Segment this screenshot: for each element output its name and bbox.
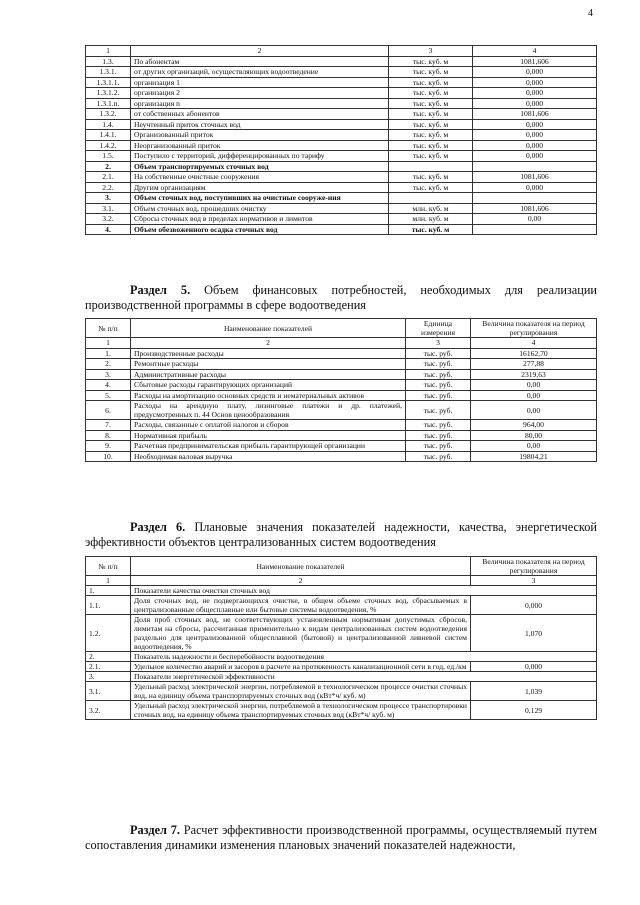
row-value: 0,000 xyxy=(473,130,597,141)
row-value: 0,000 xyxy=(471,662,597,672)
row-value: 1,070 xyxy=(471,615,597,652)
row-number: 1.1. xyxy=(86,596,131,615)
header-row xyxy=(86,557,597,576)
row-number: 1.2. xyxy=(86,615,131,652)
row-number: 3.2. xyxy=(86,214,131,225)
row-unit: тыс. куб. м xyxy=(389,88,473,99)
row-value: 0,00 xyxy=(473,214,597,225)
row-unit: тыс. руб. xyxy=(406,420,471,431)
table-row xyxy=(86,161,597,172)
table-row xyxy=(86,224,597,235)
row-number: 1.3.1.1. xyxy=(86,77,131,88)
table-row xyxy=(86,451,597,462)
row-number: 1.4.2. xyxy=(86,140,131,151)
table-row xyxy=(86,662,597,672)
row-value: 0,000 xyxy=(473,67,597,78)
row-value: 1081,606 xyxy=(473,56,597,67)
row-unit: тыс. куб. м xyxy=(389,98,473,109)
row-value: 1,039 xyxy=(471,682,597,701)
column-number: 3 xyxy=(389,46,473,57)
row-value: 0,00 xyxy=(471,441,597,452)
row-number: 1.3. xyxy=(86,56,131,67)
row-value xyxy=(473,193,597,204)
row-number: 1.4.1. xyxy=(86,130,131,141)
column-number: 3 xyxy=(406,338,471,349)
row-number: 1. xyxy=(86,586,131,596)
row-name: Расчетная предпринимательская прибыль гарантирующей организации xyxy=(131,441,406,452)
table-row xyxy=(86,380,597,391)
row-value: 0,000 xyxy=(473,151,597,162)
column-number-row xyxy=(86,576,597,586)
column-number-row xyxy=(86,46,597,57)
row-unit: тыс. руб. xyxy=(406,348,471,359)
row-number: 1. xyxy=(86,348,131,359)
group-name: Показатель надежности и бесперебойности водоотведения xyxy=(131,652,597,662)
row-name: Неорганизованный приток xyxy=(131,140,389,151)
row-number: 2.1. xyxy=(86,662,131,672)
page-number: 4 xyxy=(588,8,593,19)
row-name: Нормативная прибыль xyxy=(131,430,406,441)
row-value: 0,00 xyxy=(471,390,597,401)
row-name: Другим организациям xyxy=(131,182,389,193)
row-value: 277,88 xyxy=(471,359,597,370)
row-number: 1.3.2. xyxy=(86,109,131,120)
section-5-label: Раздел 5. xyxy=(130,283,191,297)
row-name: Организованный приток xyxy=(131,130,389,141)
row-value: 0,129 xyxy=(471,701,597,720)
table-row xyxy=(86,348,597,359)
row-number: 7. xyxy=(86,420,131,431)
table-row xyxy=(86,420,597,431)
row-unit: тыс. руб. xyxy=(406,430,471,441)
row-name: Объем обезвоженного осадка сточных вод xyxy=(131,224,389,235)
row-name: Поступило с территорий, дифференцированных по тарифу xyxy=(131,151,389,162)
row-number: 1.3.1.n. xyxy=(86,98,131,109)
table-row xyxy=(86,596,597,615)
section-7-heading xyxy=(85,823,597,853)
row-number: 1.3.1.2. xyxy=(86,88,131,99)
row-name: Удельное количество аварий и засоров в расчете на протяженность канализационной сети в год, ед./км xyxy=(131,662,471,672)
row-name: Объем транспортируемых сточных вод xyxy=(131,161,389,172)
table-row xyxy=(86,359,597,370)
row-unit: тыс. куб. м xyxy=(389,140,473,151)
row-value: 1081,606 xyxy=(473,172,597,183)
row-number: 1.4. xyxy=(86,119,131,130)
row-number: 2.2. xyxy=(86,182,131,193)
table-row xyxy=(86,140,597,151)
column-header: Наименование показателей xyxy=(131,319,406,338)
row-number: 6. xyxy=(86,401,131,420)
row-name: Расходы на арендную плату, лизинговые платежи и др. платежей, предусмотренных п. 44 Основ ценообразования xyxy=(131,401,406,420)
table-row xyxy=(86,151,597,162)
row-unit: тыс. куб. м xyxy=(389,109,473,120)
table-row xyxy=(86,130,597,141)
row-unit: тыс. куб. м xyxy=(389,130,473,141)
section-5-heading xyxy=(85,283,597,313)
row-unit: млн. куб. м xyxy=(389,203,473,214)
header-row xyxy=(86,319,597,338)
row-name: По абонентам xyxy=(131,56,389,67)
table-row xyxy=(86,119,597,130)
row-number: 4. xyxy=(86,380,131,391)
row-number: 3. xyxy=(86,193,131,204)
row-name: Производственные расходы xyxy=(131,348,406,359)
indicators-table xyxy=(85,556,597,720)
row-unit: тыс. руб. xyxy=(406,380,471,391)
row-unit xyxy=(389,161,473,172)
column-number: 4 xyxy=(471,338,597,349)
row-number: 2.1. xyxy=(86,172,131,183)
row-name: Неучтенный приток сточных вод xyxy=(131,119,389,130)
column-number: 1 xyxy=(86,46,131,57)
row-name: Удельный расход электрической энергии, потребляемой в технологическом процессе транспортировки сточных вод, на единицу объема транспортируемых сточных вод (кВт*ч/ куб. м) xyxy=(131,701,471,720)
table-row xyxy=(86,193,597,204)
group-row xyxy=(86,652,597,662)
row-name: Расходы на амортизацию основных средств и нематериальных активов xyxy=(131,390,406,401)
row-unit: тыс. куб. м xyxy=(389,77,473,88)
table-row xyxy=(86,109,597,120)
row-value: 0,000 xyxy=(473,77,597,88)
column-number: 2 xyxy=(131,46,389,57)
column-number: 1 xyxy=(86,338,131,349)
row-number: 3. xyxy=(86,672,131,682)
row-number: 1.5. xyxy=(86,151,131,162)
row-name: организация 2 xyxy=(131,88,389,99)
table-row xyxy=(86,77,597,88)
row-unit: тыс. куб. м xyxy=(389,119,473,130)
column-number: 3 xyxy=(471,576,597,586)
table-row xyxy=(86,88,597,99)
row-number: 3.2. xyxy=(86,701,131,720)
column-number-row xyxy=(86,338,597,349)
row-name: Объем сточных вод, прошедших очистку xyxy=(131,203,389,214)
row-name: Ремонтные расходы xyxy=(131,359,406,370)
row-value: 0,000 xyxy=(473,182,597,193)
row-unit: тыс. руб. xyxy=(406,401,471,420)
row-value: 2319,63 xyxy=(471,369,597,380)
row-number: 10. xyxy=(86,451,131,462)
section-6-heading xyxy=(85,520,597,550)
row-unit: млн. куб. м xyxy=(389,214,473,225)
table-row xyxy=(86,390,597,401)
row-unit: тыс. руб. xyxy=(406,390,471,401)
table-row xyxy=(86,701,597,720)
row-number: 8. xyxy=(86,430,131,441)
row-unit: тыс. руб. xyxy=(406,441,471,452)
row-number: 2. xyxy=(86,359,131,370)
table-row xyxy=(86,98,597,109)
table-row xyxy=(86,172,597,183)
row-value: 0,000 xyxy=(471,596,597,615)
group-name: Показатели энергетической эффективности xyxy=(131,672,597,682)
column-number: 2 xyxy=(131,576,471,586)
column-header: Величина показателя на период регулирования xyxy=(471,557,597,576)
section-7-label: Раздел 7. xyxy=(130,823,180,837)
row-name: от других организаций, осуществляющих водоотведение xyxy=(131,67,389,78)
row-value: 0,000 xyxy=(473,88,597,99)
row-value: 964,00 xyxy=(471,420,597,431)
section-7-text: Расчет эффективности производственной программы, осуществляемый путем сопоставления динамики изменения плановых значений показателей надежности, xyxy=(85,823,598,852)
row-name: Сбросы сточных вод в пределах нормативов и лимитов xyxy=(131,214,389,225)
section-5-text: Объем финансовых потребностей, необходимых для реализации производственной программы в сфере водоотведения xyxy=(85,283,597,312)
row-number: 9. xyxy=(86,441,131,452)
row-name: Необходимая валовая выручка xyxy=(131,451,406,462)
row-unit: тыс. куб. м xyxy=(389,56,473,67)
column-header: № п/п xyxy=(86,319,131,338)
table-row xyxy=(86,203,597,214)
row-value: 0,00 xyxy=(471,380,597,391)
column-header: Единица измерения xyxy=(406,319,471,338)
row-number: 2. xyxy=(86,161,131,172)
row-unit: тыс. куб. м xyxy=(389,151,473,162)
row-number: 3. xyxy=(86,369,131,380)
table-row xyxy=(86,369,597,380)
section-6-label: Раздел 6. xyxy=(130,520,186,534)
group-name: Показатели качества очистки сточных вод xyxy=(131,586,597,596)
row-name: Административные расходы xyxy=(131,369,406,380)
row-name: Сбытовые расходы гарантирующих организаций xyxy=(131,380,406,391)
row-name: организация 1 xyxy=(131,77,389,88)
table-row xyxy=(86,56,597,67)
row-name: Доля сточных вод, не подвергающихся очистке, в общем объеме сточных вод, сбрасываемых в централизованные общесплавные или бытовые системы водоотведения, % xyxy=(131,596,471,615)
row-unit: тыс. куб. м xyxy=(389,224,473,235)
row-name: На собственные очистные сооружения xyxy=(131,172,389,183)
group-row xyxy=(86,672,597,682)
row-unit: тыс. руб. xyxy=(406,359,471,370)
row-unit: тыс. руб. xyxy=(406,369,471,380)
row-number: 2. xyxy=(86,652,131,662)
row-value: 0,00 xyxy=(471,401,597,420)
row-unit: тыс. руб. xyxy=(406,451,471,462)
table-row xyxy=(86,441,597,452)
column-header: № п/п xyxy=(86,557,131,576)
row-name: организация n xyxy=(131,98,389,109)
row-unit: тыс. куб. м xyxy=(389,182,473,193)
financial-needs-table xyxy=(85,318,597,462)
table-row xyxy=(86,67,597,78)
row-name: Объем сточных вод, поступивших на очистные сооруже-ния xyxy=(131,193,389,204)
row-value: 19804,21 xyxy=(471,451,597,462)
row-value: 0,000 xyxy=(473,119,597,130)
table-row xyxy=(86,401,597,420)
column-header: Величина показателя на период регулирования xyxy=(471,319,597,338)
column-number: 4 xyxy=(473,46,597,57)
row-number: 1.3.1. xyxy=(86,67,131,78)
row-name: Расходы, связанные с оплатой налогов и сборов xyxy=(131,420,406,431)
table-row xyxy=(86,182,597,193)
column-header: Наименование показателей xyxy=(131,557,471,576)
row-value: 80,00 xyxy=(471,430,597,441)
group-row xyxy=(86,586,597,596)
row-name: от собственных абонентов xyxy=(131,109,389,120)
row-value xyxy=(473,161,597,172)
table-row xyxy=(86,214,597,225)
row-value: 0,000 xyxy=(473,140,597,151)
column-number: 1 xyxy=(86,576,131,586)
row-value: 1081,606 xyxy=(473,203,597,214)
row-number: 5. xyxy=(86,390,131,401)
row-unit: тыс. куб. м xyxy=(389,172,473,183)
row-value: 1081,606 xyxy=(473,109,597,120)
table-row xyxy=(86,615,597,652)
table-row xyxy=(86,682,597,701)
row-number: 4. xyxy=(86,224,131,235)
row-number: 3.1. xyxy=(86,682,131,701)
water-volume-table xyxy=(85,45,597,235)
row-unit xyxy=(389,193,473,204)
row-name: Удельный расход электрической энергии, потребляемой в технологическом процессе очистки сточных вод, на единицу объема транспортируемых сточных вод (кВт*ч/ куб. м) xyxy=(131,682,471,701)
row-name: Доля проб сточных вод, не соответствующих установленным нормативам допустимых сбросов, лимитам на сбросы, рассчитанная применительно к видам централизованных систем водоотведения раздельно для централизованной общесплавной (бытовой) и централизованной ливневой систем водоотведения, % xyxy=(131,615,471,652)
row-value: 16162,70 xyxy=(471,348,597,359)
table-row xyxy=(86,430,597,441)
section-6-text: Плановые значения показателей надежности, качества, энергетической эффективности объектов централизованных систем водоотведения xyxy=(85,520,598,549)
row-number: 3.1. xyxy=(86,203,131,214)
column-number: 2 xyxy=(131,338,406,349)
row-value xyxy=(473,224,597,235)
row-value: 0,000 xyxy=(473,98,597,109)
row-unit: тыс. куб. м xyxy=(389,67,473,78)
